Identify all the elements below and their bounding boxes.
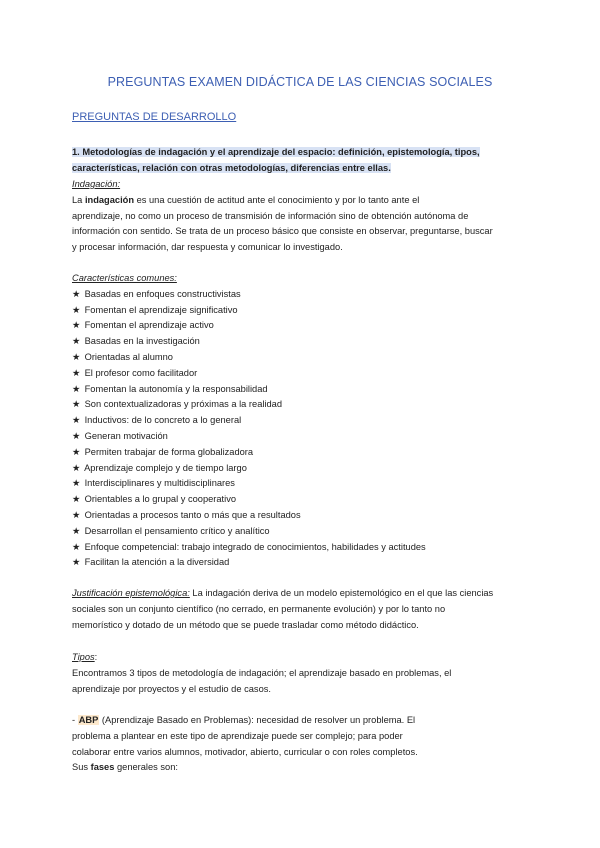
- question-heading: [72, 145, 532, 177]
- justificacion-line-3: memorístico y dotado de un método que se puede trasladar como método didáctico.: [72, 619, 419, 630]
- list-item: ★ Generan motivación: [72, 429, 532, 445]
- star-icon: ★: [72, 494, 81, 505]
- indagacion-section: [72, 177, 532, 256]
- tipos-line-1: Encontramos 3 tipos de metodología de indagación; el aprendizaje basado en problemas, el: [72, 667, 452, 678]
- star-icon: ★: [72, 415, 81, 426]
- abp-tag: ABP: [78, 715, 99, 725]
- list-item: ★ Fomentan el aprendizaje significativo: [72, 303, 532, 319]
- star-icon: ★: [72, 462, 81, 473]
- abp-line-3: colaborar entre varios alumnos, motivador, abierto, curricular o con roles completos.: [72, 746, 418, 757]
- star-icon: ★: [72, 383, 81, 394]
- caracteristicas-heading: Características comunes:: [72, 273, 177, 283]
- list-item: ★ Interdisciplinares y multidisciplinares: [72, 476, 532, 492]
- list-item: ★ Orientables a lo grupal y cooperativo: [72, 492, 532, 508]
- justificacion-line-2: sociales son un conjunto científico (no cerrado, en permanente evolución) y por lo tanto no: [72, 603, 446, 614]
- justificacion-line-1: La indagación deriva de un modelo epistemológico en el que las ciencias: [189, 588, 494, 598]
- list-item: ★ El profesor como facilitador: [72, 366, 532, 382]
- list-item: ★ Basadas en enfoques constructivistas: [72, 287, 532, 303]
- star-icon: ★: [72, 367, 81, 378]
- abp-line-2: problema a plantear en este tipo de aprendizaje puede ser complejo; para poder: [72, 730, 403, 741]
- list-item: ★ Inductivos: de lo concreto a lo general: [72, 413, 532, 429]
- justificacion-section: [72, 586, 532, 633]
- caracteristicas-list: [72, 287, 532, 571]
- caracteristicas-section: [72, 271, 532, 571]
- list-item: ★ Enfoque competencial: trabajo integrado de conocimientos, habilidades y actitudes: [72, 540, 532, 556]
- indagacion-line-2: aprendizaje, no como un proceso de transmisión de información sino de obtención autónoma de: [72, 210, 469, 221]
- indagacion-line-3: información con sentido. Se trata de un proceso básico que consiste en observar, preguntarse, buscar: [72, 226, 493, 237]
- star-icon: ★: [72, 509, 81, 520]
- star-icon: ★: [72, 430, 81, 441]
- star-icon: ★: [72, 304, 81, 315]
- abp-line-4: Sus fases generales son:: [72, 762, 178, 773]
- star-icon: ★: [72, 351, 81, 362]
- star-icon: ★: [72, 336, 81, 347]
- indagacion-line-4: y procesar información, dar respuesta y comunicar lo investigado.: [72, 242, 343, 253]
- list-item: ★ Orientadas al alumno: [72, 350, 532, 366]
- indagacion-heading: Indagación:: [72, 179, 121, 189]
- question-line-1: 1. Metodologías de indagación y el aprendizaje del espacio: definición, epistemología, tipos,: [72, 147, 480, 157]
- tipos-line-2: aprendizaje por proyectos y el estudio de casos.: [72, 683, 271, 694]
- list-item: ★ Fomentan la autonomía y la responsabilidad: [72, 382, 532, 398]
- indagacion-paragraph: La indagación es una cuestión de actitud ante el conocimiento y por lo tanto ante el: [72, 194, 420, 205]
- tipos-section: Tipos: Encontramos 3 tipos de metodología de indagación; el aprendizaje basado en problemas, el aprendizaje por proyectos y el estudio de casos.: [72, 650, 532, 697]
- star-icon: ★: [72, 399, 81, 410]
- list-item: ★ Aprendizaje complejo y de tiempo largo: [72, 461, 532, 477]
- tipos-heading: Tipos: [72, 652, 95, 662]
- star-icon: ★: [72, 557, 81, 568]
- star-icon: ★: [72, 446, 81, 457]
- star-icon: ★: [72, 478, 81, 489]
- abp-section: [72, 713, 532, 776]
- star-icon: ★: [72, 525, 81, 536]
- star-icon: ★: [72, 320, 81, 331]
- section-heading: PREGUNTAS DE DESARROLLO: [72, 111, 237, 123]
- question-line-2: características, relación con otras metodologías, diferencias entre ellas.: [72, 162, 391, 173]
- list-item: ★ Desarrollan el pensamiento crítico y analítico: [72, 524, 532, 540]
- star-icon: ★: [72, 288, 81, 299]
- list-item: ★ Facilitan la atención a la diversidad: [72, 555, 532, 571]
- justificacion-heading: Justificación epistemológica:: [72, 588, 190, 598]
- document-title: PREGUNTAS EXAMEN DIDÁCTICA DE LAS CIENCIAS SOCIALES: [107, 75, 493, 89]
- star-icon: ★: [72, 541, 81, 552]
- list-item: ★ Permiten trabajar de forma globalizadora: [72, 445, 532, 461]
- list-item: ★ Basadas en la investigación: [72, 334, 532, 350]
- list-item: ★ Orientadas a procesos tanto o más que a resultados: [72, 508, 532, 524]
- abp-line-1: - ABP (Aprendizaje Basado en Problemas): necesidad de resolver un problema. El: [72, 715, 416, 725]
- list-item: ★ Son contextualizadoras y próximas a la realidad: [72, 397, 532, 413]
- list-item: ★ Fomentan el aprendizaje activo: [72, 318, 532, 334]
